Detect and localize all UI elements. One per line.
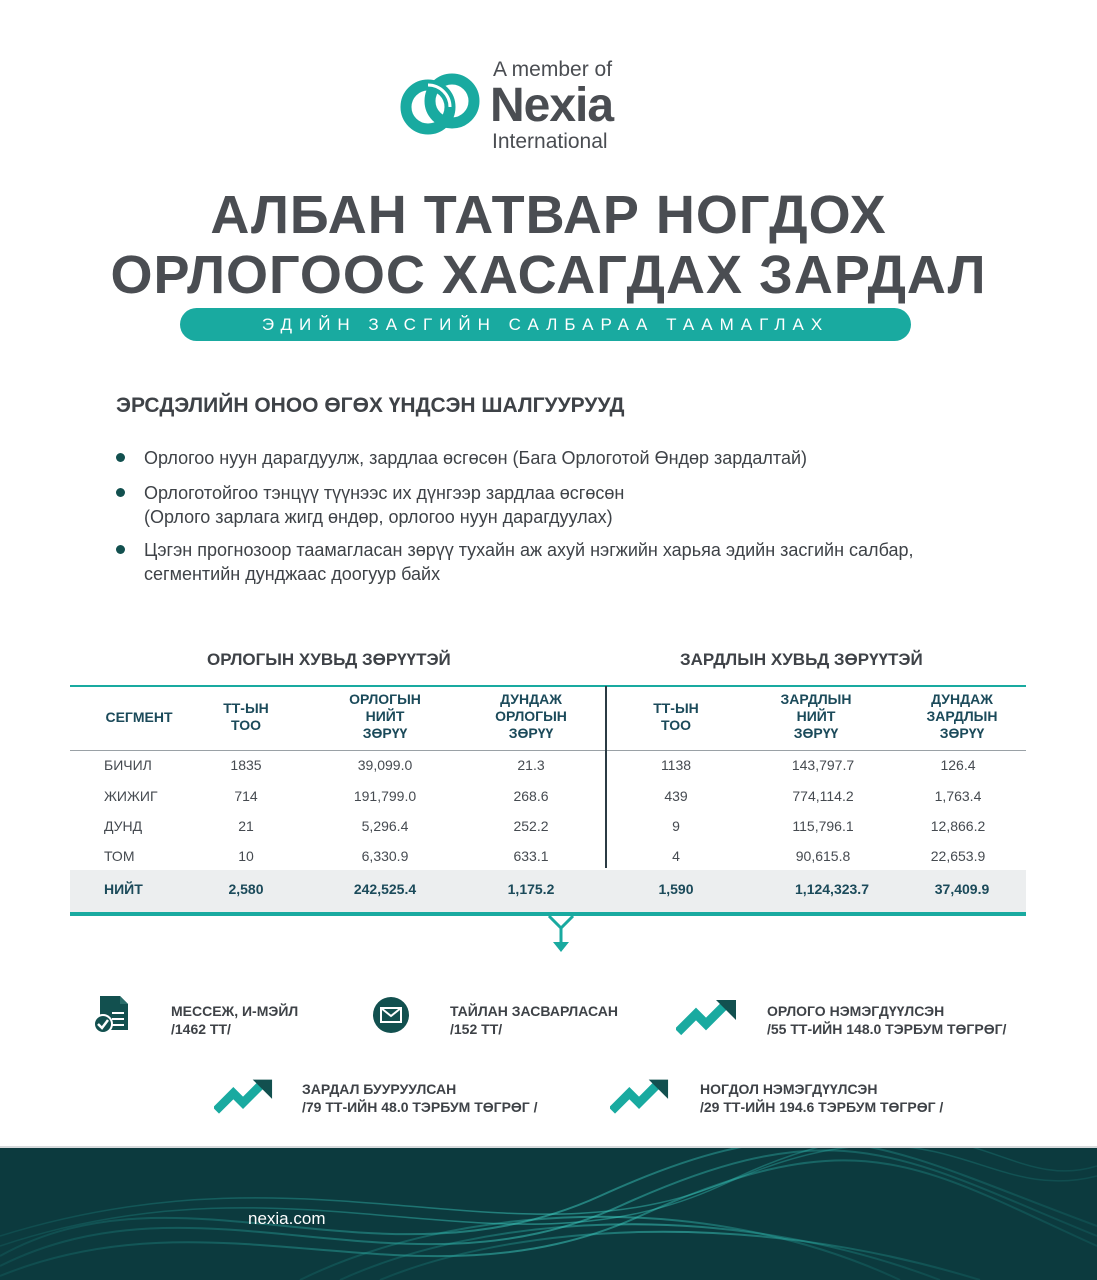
brand-tagline-bottom: International: [492, 130, 608, 153]
criteria-item-text: Цэгэн прогнозоор таамагласан зөрүү тухайн аж ахуй нэгжийн харьяа эдийн засгийн салбар, сегментийн дунджаас доогуур байх: [144, 540, 914, 584]
col-header-exp-total: ЗАРДЛЫН НИЙТ ЗӨРҮҮ: [780, 691, 852, 741]
cell-exp-total: 774,114.2: [792, 788, 854, 804]
cell-exp-avg: 22,653.9: [930, 848, 986, 864]
row-segment: БИЧИЛ: [104, 757, 152, 773]
cell-exp-avg: 12,866.2: [930, 818, 986, 834]
stat-messages: [92, 994, 132, 1036]
col-header-exp-avg: ДУНДАЖ ЗАРДЛЫН ЗӨРҮҮ: [926, 691, 998, 741]
col-header-inc-total: ОРЛОГЫН НИЙТ ЗӨРҮҮ: [349, 691, 421, 741]
nexia-logo-icon: [398, 62, 482, 146]
footer-website-link[interactable]: nexia.com: [248, 1209, 326, 1228]
row-segment: ЖИЖИГ: [104, 788, 158, 804]
cell-exp-avg: 1,763.4: [934, 788, 982, 804]
cell-exp-count: 439: [664, 788, 688, 804]
stat-messages-title: МЕССЕЖ, И-МЭЙЛ: [171, 1003, 299, 1019]
brand-tagline-top: A member of: [493, 58, 613, 81]
criteria-item-text: Орлогоо нуун дарагдуулж, зардлаа өсгөсөн (Бага Орлоготой Өндөр зардалтай): [144, 448, 808, 468]
total-exp-total: 1,124,323.7: [795, 881, 869, 897]
cell-inc-avg: 21.3: [517, 757, 545, 773]
footer-banner: [0, 1146, 1097, 1280]
cell-inc-total: 5,296.4: [361, 818, 409, 834]
cell-exp-avg: 126.4: [940, 757, 976, 773]
footer-wave-pattern: [0, 1146, 1097, 1280]
document-check-icon: [92, 994, 132, 1036]
income-group-heading: ОРЛОГЫН ХУВЬД ЗӨРҮҮТЭЙ: [207, 650, 451, 669]
total-exp-count: 1,590: [658, 881, 694, 897]
stat-income-title: ОРЛОГО НЭМЭГДҮҮЛСЭН: [767, 1003, 945, 1019]
table-top-rule: [70, 685, 1026, 687]
cell-exp-count: 4: [672, 848, 680, 864]
stat-reports-detail: /152 ТТ/: [450, 1021, 503, 1037]
arrow-down-icon: [547, 914, 575, 954]
cell-exp-total: 90,615.8: [795, 848, 851, 864]
bullet-icon: [116, 453, 125, 462]
cell-exp-count: 9: [672, 818, 680, 834]
cell-exp-total: 115,796.1: [792, 818, 854, 834]
total-inc-avg: 1,175.2: [507, 881, 555, 897]
criteria-item-text: Орлоготойгоо тэнцүү түүнээс их дүнгээр зардлаа өсгөсөн (Орлого зарлага жигд өндөр, орлогоо нуун дарагдуулах): [144, 483, 625, 527]
trend-up-icon: [610, 1077, 670, 1117]
col-header-exp-count: ТТ-ЫН ТОО: [653, 700, 699, 733]
cell-inc-count: 714: [234, 788, 258, 804]
cell-inc-total: 39,099.0: [357, 757, 413, 773]
cell-inc-count: 10: [238, 848, 254, 864]
footer-top-rule: [0, 1146, 1097, 1148]
bullet-icon: [116, 545, 125, 554]
envelope-icon: [372, 996, 410, 1034]
cell-inc-count: 1835: [230, 757, 262, 773]
total-inc-total: 242,525.4: [353, 881, 417, 897]
cell-exp-count: 1138: [660, 757, 692, 773]
subtitle-banner: ЭДИЙН ЗАСГИЙН САЛБАРАА ТААМАГЛАХ: [180, 308, 911, 341]
cell-inc-avg: 633.1: [513, 848, 549, 864]
total-exp-avg: 37,409.9: [934, 881, 990, 897]
expense-group-heading: ЗАРДЛЫН ХУВЬД ЗӨРҮҮТЭЙ: [680, 650, 923, 669]
stat-expense-detail: /79 ТТ-ИЙН 48.0 ТЭРБУМ ТӨГРӨГ /: [302, 1099, 538, 1115]
row-segment: ТОМ: [104, 848, 135, 864]
stat-dividend-detail: /29 ТТ-ИЙН 194.6 ТЭРБУМ ТӨГРӨГ /: [700, 1099, 944, 1115]
table-header-rule: [70, 750, 1026, 751]
cell-inc-total: 191,799.0: [353, 788, 417, 804]
cell-inc-avg: 252.2: [513, 818, 549, 834]
total-inc-count: 2,580: [228, 881, 264, 897]
stat-messages-detail: /1462 ТТ/: [171, 1021, 231, 1037]
row-segment: ДУНД: [104, 818, 143, 834]
table-column-divider: [605, 686, 607, 868]
stat-expense-title: ЗАРДАЛ БУУРУУЛСАН: [302, 1081, 457, 1097]
brand-name: Nexia: [490, 79, 614, 132]
total-label: НИЙТ: [104, 881, 143, 897]
stat-income-detail: /55 ТТ-ИЙН 148.0 ТЭРБУМ ТӨГРӨГ/: [767, 1021, 1007, 1037]
trend-up-icon: [676, 998, 738, 1038]
bullet-icon: [116, 488, 125, 497]
cell-exp-total: 143,797.7: [791, 757, 855, 773]
criteria-heading: ЭРСДЭЛИЙН ОНОО ӨГӨХ ҮНДСЭН ШАЛГУУРУУД: [116, 394, 625, 417]
page-title-line-1: АЛБАН ТАТВАР НОГДОХ: [210, 185, 887, 245]
page-title-line-2: ОРЛОГООС ХАСАГДАХ ЗАРДАЛ: [110, 245, 987, 305]
col-header-inc-count: ТТ-ЫН ТОО: [223, 700, 269, 733]
cell-inc-total: 6,330.9: [361, 848, 409, 864]
cell-inc-avg: 268.6: [513, 788, 549, 804]
stat-reports-title: ТАЙЛАН ЗАСВАРЛАСАН: [450, 1003, 618, 1019]
col-header-inc-avg: ДУНДАЖ ОРЛОГЫН ЗӨРҮҮ: [495, 691, 567, 741]
cell-inc-count: 21: [238, 818, 254, 834]
col-header-segment: СЕГМЕНТ: [105, 709, 173, 725]
stat-dividend-title: НОГДОЛ НЭМЭГДҮҮЛСЭН: [700, 1081, 878, 1097]
trend-up-icon: [214, 1077, 274, 1117]
